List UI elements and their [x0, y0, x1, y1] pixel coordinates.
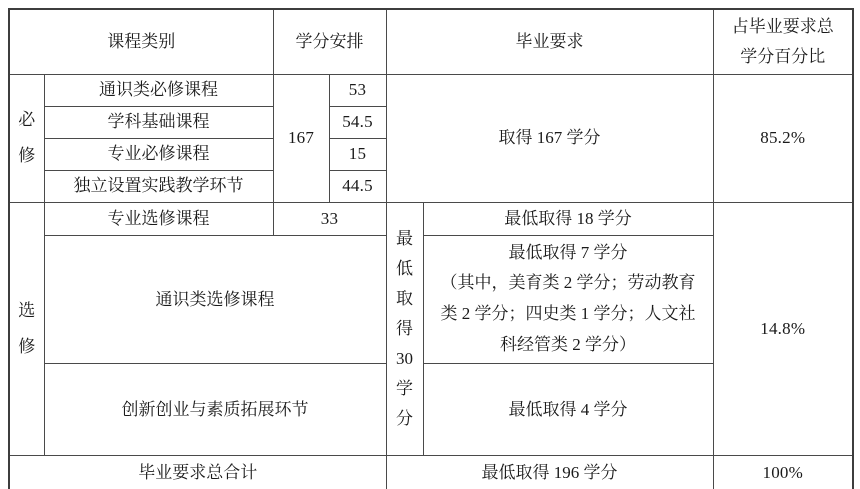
required-row-1	[9, 74, 853, 106]
footer-total-percentage: 100%	[713, 456, 853, 489]
course-general-required: 通识类必修课程	[44, 74, 273, 106]
course-independent-practice: 独立设置实践教学环节	[44, 170, 273, 202]
requirement-professional-elective: 最低取得 18 学分	[423, 202, 713, 235]
footer-total-label: 毕业要求总合计	[9, 456, 386, 489]
credits-professional-required: 15	[329, 138, 386, 170]
required-percentage: 85.2%	[713, 74, 853, 202]
section-required-label: 必修	[9, 74, 44, 202]
credit-requirements-table	[8, 8, 854, 489]
requirement-innovation: 最低取得 4 学分	[423, 364, 713, 456]
credits-professional-elective: 33	[273, 202, 386, 235]
requirement-general-line4: 科经管类 2 学分）	[500, 335, 636, 355]
footer-total-requirement: 最低取得 196 学分	[386, 456, 713, 489]
section-elective-label: 选修	[9, 202, 44, 456]
header-credit-arrangement: 学分安排	[273, 9, 386, 74]
credits-discipline-foundation: 54.5	[329, 106, 386, 138]
course-innovation: 创新创业与素质拓展环节	[44, 364, 386, 456]
header-row	[9, 9, 853, 74]
header-course-category: 课程类别	[9, 9, 273, 74]
elective-min-total-vertical: 最低取得30学分	[386, 202, 423, 456]
requirement-general-line1: 最低取得 7 学分	[508, 242, 628, 262]
elective-percentage: 14.8%	[713, 202, 853, 456]
header-percentage	[713, 9, 853, 74]
footer-row	[9, 456, 853, 489]
header-graduation-requirement: 毕业要求	[386, 9, 713, 74]
course-general-elective: 通识类选修课程	[44, 235, 386, 364]
requirement-general-line2: （其中，美育类 2 学分；劳动教育	[440, 273, 696, 293]
requirement-general-elective	[423, 235, 713, 364]
header-percentage-line2: 学分百分比	[740, 46, 826, 66]
course-professional-required: 专业必修课程	[44, 138, 273, 170]
header-percentage-line1: 占毕业要求总	[731, 17, 834, 36]
elective-row-1	[9, 202, 853, 235]
required-graduation-requirement: 取得 167 学分	[386, 74, 713, 202]
credits-independent-practice: 44.5	[329, 170, 386, 202]
course-professional-elective: 专业选修课程	[44, 202, 273, 235]
course-discipline-foundation: 学科基础课程	[44, 106, 273, 138]
required-total-credits: 167	[273, 74, 329, 202]
requirement-general-line3: 类 2 学分；四史类 1 学分；人文社	[440, 304, 696, 324]
credits-general-required: 53	[329, 74, 386, 106]
